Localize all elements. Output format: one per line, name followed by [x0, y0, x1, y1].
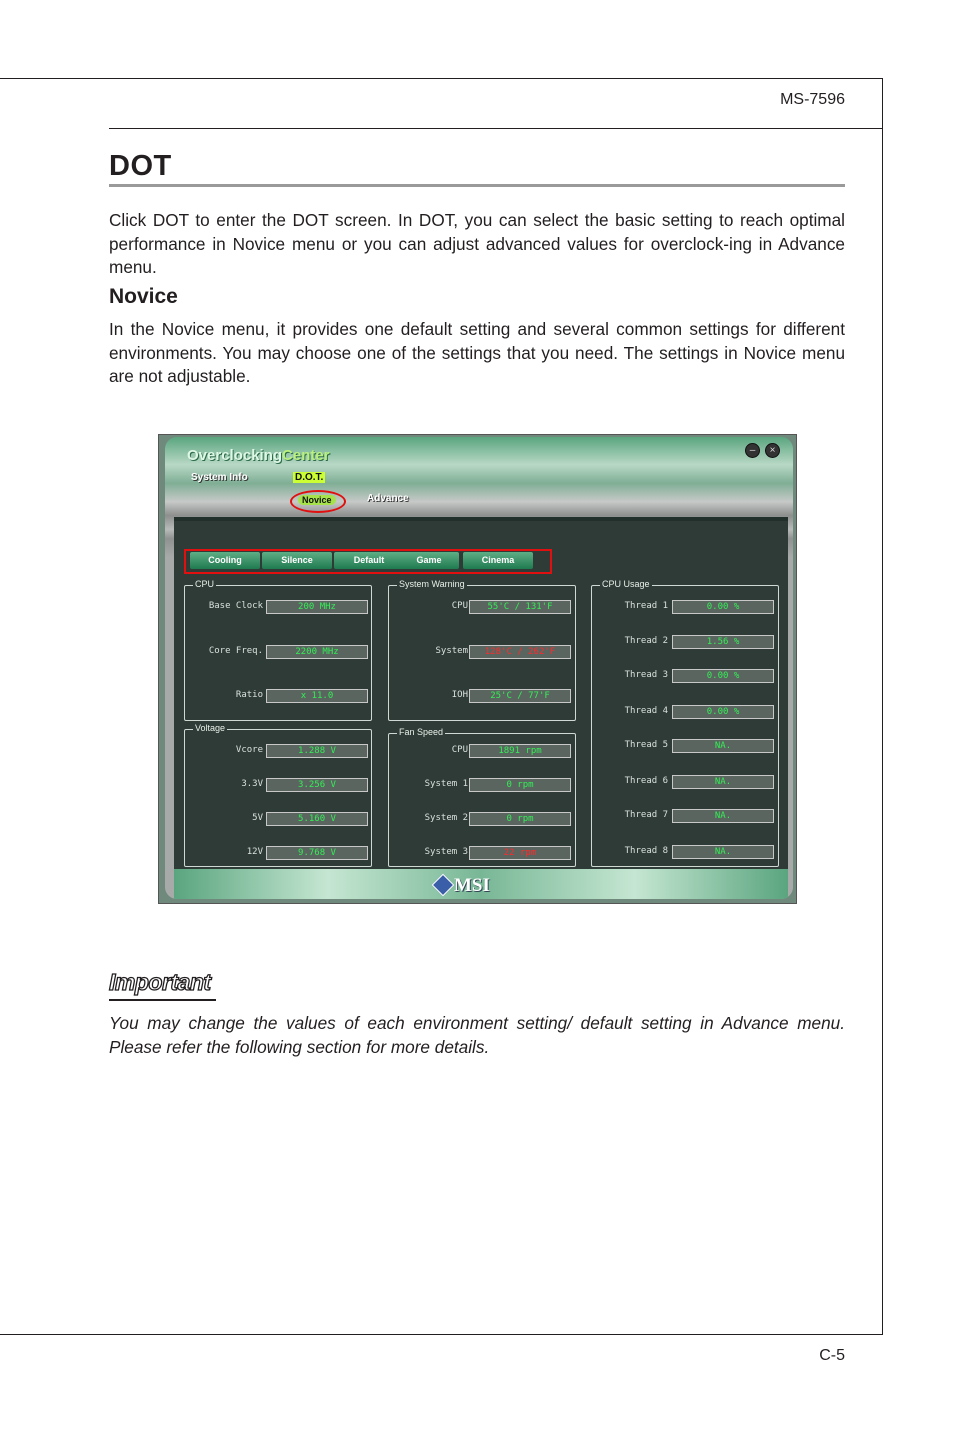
cpu-label: Ratio [235, 690, 263, 700]
cpu-label: Base Clock [208, 601, 263, 611]
cpu-usage-title: CPU Usage [602, 579, 650, 589]
tab-novice[interactable]: Novice [298, 495, 336, 505]
page-number: C-5 [819, 1347, 845, 1364]
msi-shield-icon [432, 874, 455, 897]
warning-value: 25'C / 77'F [469, 689, 571, 703]
nav-system-info[interactable]: System Info [191, 472, 248, 483]
warning-label: IOH [451, 690, 468, 700]
app-window [165, 437, 793, 899]
fan-speed-group [388, 727, 576, 867]
fan-value: 0 rpm [469, 812, 571, 826]
bottom-rule [0, 1334, 883, 1335]
intro-paragraph: Click DOT to enter the DOT screen. In DOT, you can select the basic setting to reach optimal performance in Novice menu or you can adjust advanced values for overclock-ing in Advance menu. [109, 210, 845, 277]
thread-value: 0.00 % [672, 705, 774, 719]
thread-value: NA. [672, 739, 774, 753]
fan-value: 0 rpm [469, 778, 571, 792]
cpu-value: 200 MHz [266, 600, 368, 614]
app-footer [174, 869, 788, 899]
minimize-icon[interactable]: – [745, 443, 760, 458]
nav-dot[interactable]: D.O.T. [295, 472, 324, 483]
voltage-value: 1.288 V [266, 744, 368, 758]
fan-label: System 1 [424, 779, 468, 789]
app-title-a: Overclocking [187, 447, 283, 464]
important-note: You may change the values of each environment setting/ default setting in Advance menu. Please refer the following section for more details. [109, 1013, 845, 1057]
fan-speed-title: Fan Speed [399, 727, 444, 737]
warning-value: 128'C / 262'F [469, 645, 571, 659]
thread-label: Thread 8 [624, 846, 668, 856]
voltage-value: 3.256 V [266, 778, 368, 792]
preset-silence[interactable]: Silence [262, 552, 332, 569]
thread-value: 1.56 % [672, 635, 774, 649]
warning-label: CPU [451, 601, 468, 611]
close-icon[interactable]: × [765, 443, 780, 458]
thread-label: Thread 7 [624, 810, 668, 820]
voltage-value: 9.768 V [266, 846, 368, 860]
cpu-group-title: CPU [195, 579, 215, 589]
fan-label: System 2 [424, 813, 468, 823]
thread-label: Thread 5 [624, 740, 668, 750]
cpu-label: Core Freq. [208, 646, 263, 656]
header-rule [109, 128, 883, 129]
cpu-usage-group [591, 579, 779, 867]
app-title-b: Center [282, 447, 330, 464]
cpu-value: 2200 MHz [266, 645, 368, 659]
thread-label: Thread 2 [624, 636, 668, 646]
dot-panel [174, 517, 788, 873]
thread-value: 0.00 % [672, 600, 774, 614]
section-title: DOT [109, 150, 172, 182]
thread-label: Thread 4 [624, 706, 668, 716]
subsection-title: Novice [109, 285, 178, 308]
preset-game[interactable]: Game [399, 552, 459, 569]
warning-value: 55'C / 131'F [469, 600, 571, 614]
thread-label: Thread 3 [624, 670, 668, 680]
voltage-label: 12V [246, 847, 263, 857]
model-number: MS-7596 [780, 91, 845, 108]
app-title [187, 447, 330, 464]
voltage-value: 5.160 V [266, 812, 368, 826]
voltage-group [184, 723, 372, 867]
system-warning-group [388, 579, 576, 721]
fan-label: System 3 [424, 847, 468, 857]
important-underline [109, 999, 216, 1001]
section-title-rule [109, 184, 845, 187]
cpu-group [184, 579, 372, 721]
fan-value: 22 rpm [469, 846, 571, 860]
thread-value: NA. [672, 775, 774, 789]
thread-value: NA. [672, 845, 774, 859]
preset-cooling[interactable]: Cooling [190, 552, 260, 569]
system-warning-title: System Warning [399, 579, 465, 589]
dot-screenshot [158, 434, 797, 904]
warning-label: System [435, 646, 468, 656]
novice-paragraph: In the Novice menu, it provides one default setting and several common settings for different environments. You may choose one of the settings that you need. The settings in Novice menu are not adjustable. [109, 319, 845, 386]
right-margin-rule [882, 78, 883, 1334]
tab-advance[interactable]: Advance [367, 493, 409, 504]
thread-value: 0.00 % [672, 669, 774, 683]
voltage-label: 5V [252, 813, 263, 823]
fan-value: 1891 rpm [469, 744, 571, 758]
thread-value: NA. [672, 809, 774, 823]
thread-label: Thread 6 [624, 776, 668, 786]
msi-logo: MSI [454, 875, 490, 896]
top-rule [0, 78, 883, 79]
thread-label: Thread 1 [624, 601, 668, 611]
preset-cinema[interactable]: Cinema [463, 552, 533, 569]
voltage-title: Voltage [195, 723, 226, 733]
cpu-value: x 11.0 [266, 689, 368, 703]
voltage-label: 3.3V [241, 779, 263, 789]
important-heading: Important [109, 969, 211, 995]
fan-label: CPU [451, 745, 468, 755]
preset-default[interactable]: Default [334, 552, 404, 569]
voltage-label: Vcore [235, 745, 263, 755]
